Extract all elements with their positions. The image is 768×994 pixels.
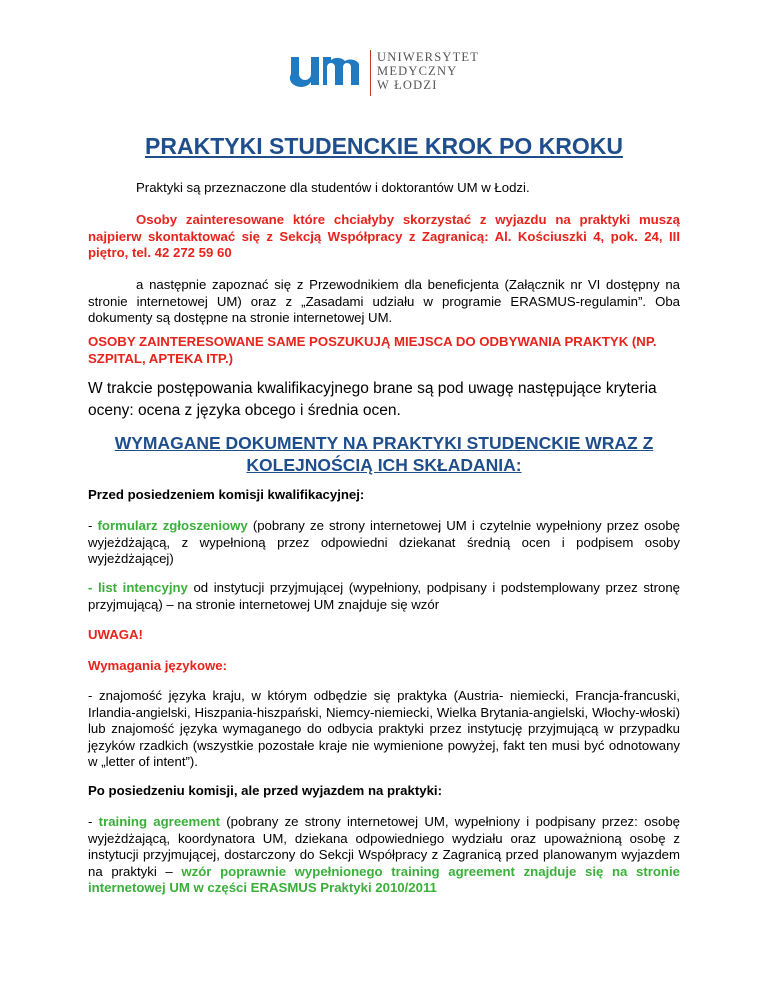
form-item-dash: - (88, 518, 98, 533)
language-requirements-heading: Wymagania językowe: (88, 658, 228, 673)
training-item (88, 814, 680, 897)
before-committee-heading: Przed posiedzeniem komisji kwalifikacyjnej: (88, 487, 365, 502)
training-item-keyword: training agreement (98, 814, 220, 829)
form-item-text: (pobrany ze strony internetowej UM i czytelnie wypełniony przez osobę wyjeżdżającą, z wypełnioną przez odpowiedni dziekanat średnią ocen i podpisem osoby wyjeżdżającej) (88, 518, 680, 566)
documents-heading-line-1: WYMAGANE DOKUMENTY NA PRAKTYKI STUDENCKIE WRAZ Z (114, 433, 654, 453)
logo-line-1: UNIWERSYTET (377, 50, 480, 64)
logo-text (377, 50, 479, 92)
language-requirements-text: - znajomość języka kraju, w którym odbędzie się praktyka (Austria- niemiecki, Francja-francuski, Irlandia-angielski, Hiszpania-hiszpański, Niemcy-niemiecki, Wielka Brytania-angielski, Włochy-włoski) lub znajomość języka wymaganego do odbycia praktyki przez instytucję przyjmującą w przypadku języków rzadkich (wszystkie pozostałe kraje nie wymienione powyżej, fakt ten musi być odnotowany w „letter of intent”). (88, 688, 680, 769)
after-committee-heading: Po posiedzeniu komisji, ale przed wyjazdem na praktyki: (88, 783, 442, 798)
contact-notice-text: Osoby zainteresowane które chciałyby skorzystać z wyjazdu na praktyki muszą najpierw skontaktować się z Sekcją Współpracy z Zagranicą: Al. Kościuszki 4, pok. 24, III piętro, tel. 42 272 59 60 (88, 212, 680, 260)
training-item-text: (pobrany ze strony internetowej UM, wypełniony i podpisany przez: osobę wyjeżdżającą, koordynatora UM, dziekana odpowiedniego wydziału oraz upoważnioną osobę z instytucji przyjmującej, dostarczony do Sekcji Współpracy z Zagranicą przed planowanym wyjazdem na praktyki – (88, 814, 680, 879)
letter-item-keyword: list intencyjny (98, 580, 188, 595)
criteria-paragraph: W trakcie postępowania kwalifikacyjnego brane są pod uwagę następujące kryteria oceny: ocena z języka obcego i średnia ocen. (88, 380, 657, 419)
documents-heading-line-2: KOLEJNOŚCIĄ ICH SKŁADANIA: (246, 455, 522, 475)
documents-heading (88, 432, 680, 476)
logo-divider (370, 50, 371, 96)
letter-item (88, 580, 680, 613)
logo-line-2: MEDYCZNY (377, 64, 458, 78)
intro-paragraph (88, 180, 680, 197)
warning-label: UWAGA! (88, 627, 143, 642)
logo-line-3: W ŁODZI (377, 78, 438, 92)
guide-paragraph (88, 277, 680, 327)
letter-item-dash: - (88, 580, 98, 595)
contact-notice (88, 212, 680, 262)
guide-text: a następnie zapoznać się z Przewodnikiem dla beneficjenta (Załącznik nr VI dostępny na stronie internetowej UM) oraz z „Zasadami udziału w programie ERASMUS-regulamin”. Oba dokumenty są dostępne na stronie internetowej UM. (88, 277, 680, 325)
training-item-dash: - (88, 814, 99, 829)
intro-text: Praktyki są przeznaczone dla studentów i doktorantów UM w Łodzi. (136, 180, 530, 195)
letter-item-text: od instytucji przyjmującej (wypełniony, podpisany i podstemplowany przez stronę przyjmującą) – na stronie internetowej UM znajduje się wzór (88, 580, 680, 612)
um-logo-mark-icon (289, 55, 361, 87)
form-item-keyword: formularz zgłoszeniowy (97, 518, 248, 533)
training-item-tail: wzór poprawnie wypełnionego training agreement znajduje się na stronie internetowej UM w części ERASMUS Praktyki 2010/2011 (88, 863, 680, 895)
university-logo (289, 50, 489, 96)
page-title: PRAKTYKI STUDENCKIE KROK PO KROKU (145, 133, 623, 159)
form-item (88, 518, 680, 568)
self-search-notice: OSOBY ZAINTERESOWANE SAME POSZUKUJĄ MIEJSCA DO ODBYWANIA PRAKTYK (NP. SZPITAL, APTEKA ITP.) (88, 334, 657, 366)
